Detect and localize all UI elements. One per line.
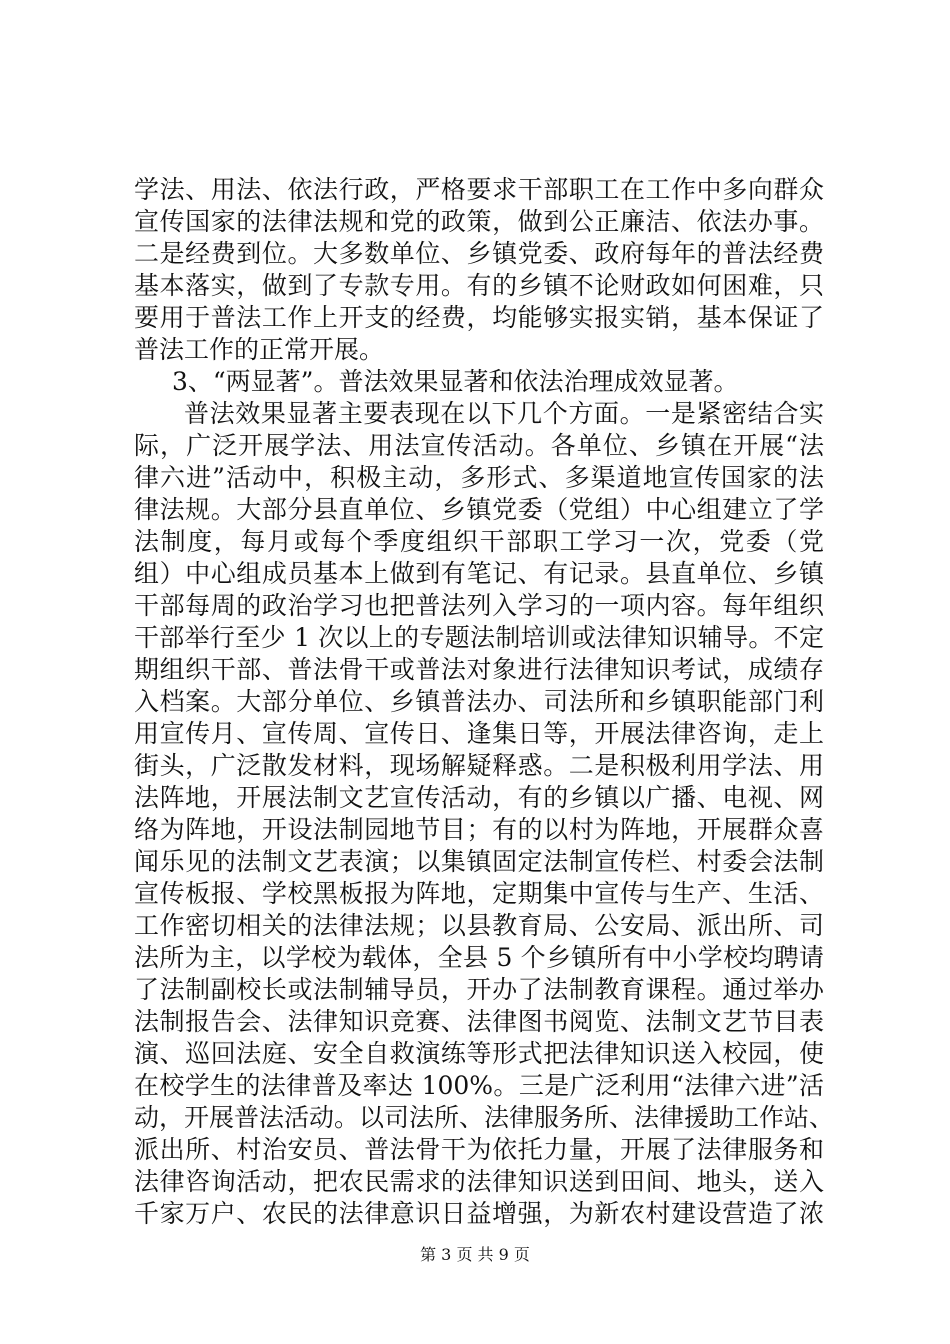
body-text-line: 派出所、村治安员、普法骨干为依托力量，开展了法律服务和 [134,1135,824,1164]
body-text-line: 络为阵地，开设法制园地节目；有的以村为阵地，开展群众喜 [134,815,824,844]
body-text-line: 法制度，每月或每个季度组织干部职工学习一次，党委（党 [134,527,824,556]
body-text-line: 入档案。大部分单位、乡镇普法办、司法所和乡镇职能部门利 [134,687,824,716]
body-text-line: 普法工作的正常开展。 [134,335,385,364]
body-text-line: 组）中心组成员基本上做到有笔记、有记录。县直单位、乡镇 [134,559,824,588]
body-text-line: 学法、用法、依法行政，严格要求干部职工在工作中多向群众 [134,175,824,204]
body-text-line: 法所为主，以学校为载体，全县 5 个乡镇所有中小学校均聘请 [134,943,824,972]
body-text-line: 演、巡回法庭、安全自救演练等形式把法律知识送入校园，使 [134,1039,824,1068]
body-text-line: 二是经费到位。大多数单位、乡镇党委、政府每年的普法经费 [134,239,824,268]
body-text-line: 千家万户、农民的法律意识日益增强，为新农村建设营造了浓 [134,1199,824,1228]
body-text-line: 法制报告会、法律知识竞赛、法律图书阅览、法制文艺节目表 [134,1007,824,1036]
body-text-line: 街头，广泛散发材料，现场解疑释惑。二是积极利用学法、用 [134,751,824,780]
body-text-line: 律法规。大部分县直单位、乡镇党委（党组）中心组建立了学 [134,495,824,524]
body-text-line: 用宣传月、宣传周、宣传日、逢集日等，开展法律咨询，走上 [134,719,824,748]
body-text-line: 闻乐见的法制文艺表演；以集镇固定法制宣传栏、村委会法制 [134,847,824,876]
body-text-line: 动，开展普法活动。以司法所、法律服务所、法律援助工作站、 [134,1103,835,1132]
body-text-line: 宣传板报、学校黑板报为阵地，定期集中宣传与生产、生活、 [134,879,824,908]
paragraph-first-line: 普法效果显著主要表现在以下几个方面。一是紧密结合实 [184,399,824,428]
body-text-line: 法律咨询活动，把农民需求的法律知识送到田间、地头，送入 [134,1167,824,1196]
body-text-line: 基本落实，做到了专款专用。有的乡镇不论财政如何困难，只 [134,271,824,300]
body-text-line: 在校学生的法律普及率达 100%。三是广泛利用“法律六进”活 [134,1071,824,1100]
body-text-line: 干部每周的政治学习也把普法列入学习的一项内容。每年组织 [134,591,824,620]
body-text-line: 干部举行至少 1 次以上的专题法制培训或法律知识辅导。不定 [134,623,824,652]
body-text-line: 工作密切相关的法律法规；以县教育局、公安局、派出所、司 [134,911,824,940]
page-number-footer: 第 3 页 共 9 页 [420,1245,530,1264]
body-text-line: 了法制副校长或法制辅导员，开办了法制教育课程。通过举办 [134,975,824,1004]
body-text-line: 法阵地，开展法制文艺宣传活动，有的乡镇以广播、电视、网 [134,783,824,812]
body-text-line: 要用于普法工作上开支的经费，均能够实报实销，基本保证了 [134,303,824,332]
body-text-line: 律六进”活动中，积极主动，多形式、多渠道地宣传国家的法 [134,463,824,492]
body-text-line: 期组织干部、普法骨干或普法对象进行法律知识考试，成绩存 [134,655,824,684]
body-text-line: 宣传国家的法律法规和党的政策，做到公正廉洁、依法办事。 [134,207,824,236]
body-text-line: 际，广泛开展学法、用法宣传活动。各单位、乡镇在开展“法 [134,431,824,460]
section-heading: 3、“两显著”。普法效果显著和依法治理成效显著。 [172,367,739,396]
